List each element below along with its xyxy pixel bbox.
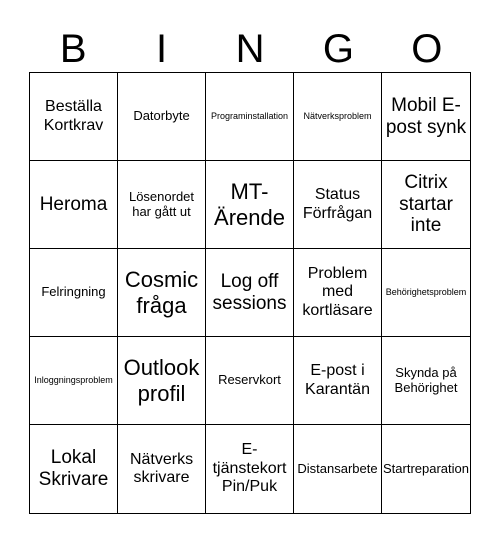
bingo-cell[interactable]: Outlook profil <box>118 337 206 425</box>
bingo-cell[interactable]: Reservkort <box>206 337 294 425</box>
bingo-header <box>29 26 471 72</box>
header-letter-o: O <box>411 27 443 71</box>
bingo-cell[interactable]: Startreparation <box>383 460 469 476</box>
header-letter-i: I <box>156 27 168 71</box>
bingo-cell[interactable]: Behörighetsproblem <box>382 249 470 337</box>
bingo-cell[interactable]: E-post i Karantän <box>294 337 382 425</box>
bingo-cell[interactable]: Felringning <box>30 249 118 337</box>
bingo-cell[interactable]: Distansarbete <box>294 425 382 513</box>
bingo-cell[interactable]: Citrix startar inte <box>382 161 470 249</box>
bingo-cell[interactable]: Nätverksproblem <box>294 73 382 161</box>
bingo-cell[interactable]: Problem med kortläsare <box>294 249 382 337</box>
bingo-cell[interactable]: Mobil E-post synk <box>382 73 470 161</box>
bingo-cell[interactable]: Cosmic fråga <box>118 249 206 337</box>
bingo-cell[interactable]: E-tjänstekort Pin/Puk <box>206 425 294 513</box>
header-letter-g: G <box>322 27 354 71</box>
bingo-cell[interactable]: Datorbyte <box>118 73 206 161</box>
bingo-cell[interactable]: Lösenordet har gått ut <box>118 161 206 249</box>
bingo-cell[interactable]: Heroma <box>30 161 118 249</box>
bingo-cell[interactable]: Lokal Skrivare <box>30 425 118 513</box>
bingo-card <box>29 72 471 514</box>
header-letter-n: N <box>235 27 265 71</box>
bingo-cell[interactable]: MT-Ärende <box>206 161 294 249</box>
bingo-cell[interactable]: Status Förfrågan <box>294 161 382 249</box>
bingo-cell[interactable]: Nätverks skrivare <box>118 425 206 513</box>
bingo-cell[interactable]: Programinstallation <box>206 73 294 161</box>
bingo-cell[interactable]: Inloggningsproblem <box>30 337 118 425</box>
header-letter-b: B <box>59 27 87 71</box>
bingo-cell[interactable]: Skynda på Behörighet <box>382 337 470 425</box>
bingo-cell[interactable]: Beställa Kortkrav <box>30 73 118 161</box>
bingo-cell[interactable]: Log off sessions <box>206 249 294 337</box>
